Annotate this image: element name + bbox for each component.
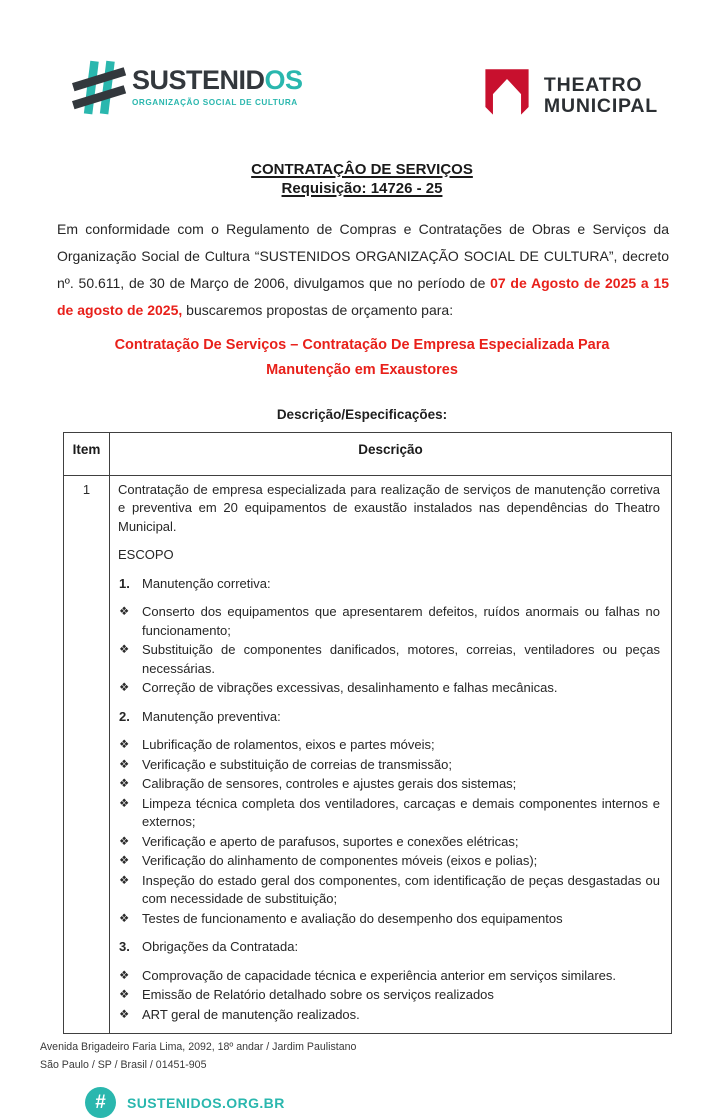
theatro-municipal-logo bbox=[480, 66, 658, 125]
sustenidos-name: SUSTENIDOS bbox=[132, 65, 303, 95]
bullet-text: Calibração de sensores, controles e ajustes gerais dos sistemas; bbox=[142, 776, 517, 791]
list-item bbox=[118, 967, 660, 986]
date-range-highlight: 07 de Agosto de 2025 a 15 de agosto de 2025, bbox=[57, 274, 669, 318]
list-item bbox=[118, 775, 660, 794]
bullet-text: Substituição de componentes danificados, motores, correias, ventiladores ou peças necessárias. bbox=[142, 642, 660, 676]
list-item bbox=[118, 1006, 660, 1025]
address-line-1: Avenida Brigadeiro Faria Lima, 2092, 18º andar / Jardim Paulistano bbox=[40, 1041, 357, 1053]
footer-website: SUSTENIDOS.ORG.BR bbox=[127, 1094, 285, 1111]
list-item bbox=[118, 910, 660, 929]
subject-heading: Contratação De Serviços – Contratação De Empresa Especializada Para Manutenção em Exaustores bbox=[114, 336, 610, 378]
page-header bbox=[0, 0, 724, 125]
address-line-2: São Paulo / SP / Brasil / 01451-905 bbox=[40, 1058, 207, 1071]
bullet-list-3 bbox=[118, 967, 660, 1025]
diamond-bullet-icon: ❖ bbox=[119, 739, 130, 751]
diamond-bullet-icon: ❖ bbox=[119, 855, 130, 867]
section-heading-1 bbox=[118, 575, 660, 594]
list-item bbox=[118, 641, 660, 678]
intro-text-after: buscaremos propostas de orçamento para: bbox=[182, 301, 454, 318]
description-cell bbox=[110, 475, 672, 1034]
diamond-bullet-icon: ❖ bbox=[119, 1008, 130, 1021]
diamond-bullet-icon: ❖ bbox=[119, 835, 130, 848]
bullet-text: Verificação e aperto de parafusos, suportes e conexões elétricas; bbox=[142, 833, 519, 849]
section-number: 3. bbox=[119, 939, 130, 954]
section-heading-2 bbox=[118, 708, 660, 727]
sustenidos-logo bbox=[74, 58, 303, 123]
footer-brand bbox=[85, 1087, 724, 1118]
table-header-row bbox=[64, 432, 672, 475]
spec-table bbox=[63, 432, 672, 1035]
section-title: Obrigações da Contratada: bbox=[142, 939, 299, 954]
diamond-bullet-icon: ❖ bbox=[119, 644, 130, 656]
bullet-text: Emissão de Relatório detalhado sobre os serviços realizados bbox=[142, 987, 494, 1002]
section-title: Manutenção preventiva: bbox=[142, 708, 281, 724]
spec-heading: Descrição/Especificações: bbox=[276, 406, 448, 422]
section-heading-3 bbox=[118, 938, 660, 957]
theatro-municipal-wordmark: THEATRO MUNICIPAL bbox=[543, 74, 658, 117]
requisition-number: Requisição: 14726 - 25 bbox=[281, 179, 443, 197]
diamond-bullet-icon: ❖ bbox=[119, 758, 130, 771]
section-number: 2. bbox=[119, 708, 130, 724]
list-item bbox=[118, 986, 660, 1005]
diamond-bullet-icon: ❖ bbox=[119, 874, 130, 887]
header-item: Item bbox=[64, 432, 110, 475]
table-row bbox=[64, 475, 672, 1034]
sustenidos-tagline: ORGANIZAÇÃO SOCIAL DE CULTURA bbox=[132, 98, 298, 107]
list-item bbox=[118, 872, 660, 909]
sustenidos-wordmark bbox=[132, 58, 303, 107]
list-item bbox=[118, 736, 660, 755]
section-number: 1. bbox=[119, 575, 130, 591]
diamond-bullet-icon: ❖ bbox=[119, 989, 130, 1001]
list-item bbox=[118, 852, 660, 871]
item-number-cell: 1 bbox=[64, 475, 110, 1034]
bullet-text: Comprovação de capacidade técnica e experiência anterior em serviços similares. bbox=[142, 967, 617, 983]
sustenidos-hash-icon bbox=[74, 58, 124, 123]
theatro-municipal-arch-icon bbox=[480, 66, 534, 125]
document-title-block bbox=[0, 161, 724, 199]
diamond-bullet-icon: ❖ bbox=[119, 912, 130, 925]
scope-label: ESCOPO bbox=[118, 547, 174, 562]
description-intro: Contratação de empresa especializada para realização de serviços de manutenção corretiva e preventiva em 20 equipamentos de exaustão instalados nas dependências do Theatro Municipal. bbox=[118, 481, 660, 534]
section-title: Manutenção corretiva: bbox=[142, 575, 271, 591]
bullet-text: Verificação do alinhamento de componentes móveis (eixos e polias); bbox=[142, 853, 538, 868]
bullet-list-2 bbox=[118, 736, 660, 928]
bullet-text: Limpeza técnica completa dos ventiladores, carcaças e demais componentes internos e externos; bbox=[142, 795, 660, 829]
header-descricao: Descrição bbox=[110, 432, 672, 475]
list-item bbox=[118, 756, 660, 775]
diamond-bullet-icon: ❖ bbox=[119, 969, 130, 982]
diamond-bullet-icon: ❖ bbox=[119, 606, 130, 618]
diamond-bullet-icon: ❖ bbox=[119, 797, 130, 810]
sustenidos-hash-circle-icon: # bbox=[85, 1087, 116, 1118]
list-item bbox=[118, 795, 660, 832]
diamond-bullet-icon: ❖ bbox=[119, 682, 130, 694]
list-item bbox=[118, 833, 660, 852]
list-item bbox=[118, 603, 660, 640]
bullet-text: Correção de vibrações excessivas, desalinhamento e falhas mecânicas. bbox=[142, 680, 558, 695]
list-item bbox=[118, 679, 660, 698]
document-title: CONTRATAÇÂO DE SERVIÇOS bbox=[251, 161, 473, 178]
bullet-text: Conserto dos equipamentos que apresentarem defeitos, ruídos anormais ou falhas no funcionamento; bbox=[142, 604, 660, 638]
bullet-list-1 bbox=[118, 603, 660, 698]
diamond-bullet-icon: ❖ bbox=[119, 778, 130, 790]
bullet-text: Lubrificação de rolamentos, eixos e partes móveis; bbox=[142, 737, 435, 752]
bullet-text: Inspeção do estado geral dos componentes, com identificação de peças desgastadas ou com necessidade de substituição; bbox=[142, 872, 660, 906]
bullet-text: ART geral de manutenção realizados. bbox=[142, 1006, 360, 1022]
footer-address bbox=[40, 1039, 724, 1074]
intro-paragraph bbox=[57, 216, 669, 324]
bullet-text: Verificação e substituição de correias de transmissão; bbox=[142, 756, 452, 772]
bullet-text: Testes de funcionamento e avaliação do desempenho dos equipamentos bbox=[142, 910, 563, 926]
intro-text-before: Em conformidade com o Regulamento de Compras e Contratações de Obras e Serviços da Organização Social de Cultura “SUSTENIDOS ORGANIZAÇÃO SOCIAL DE CULTURA”, decreto nº. 50.611, de 30 de Março de 2006, divulgamos que no período de bbox=[57, 220, 669, 291]
